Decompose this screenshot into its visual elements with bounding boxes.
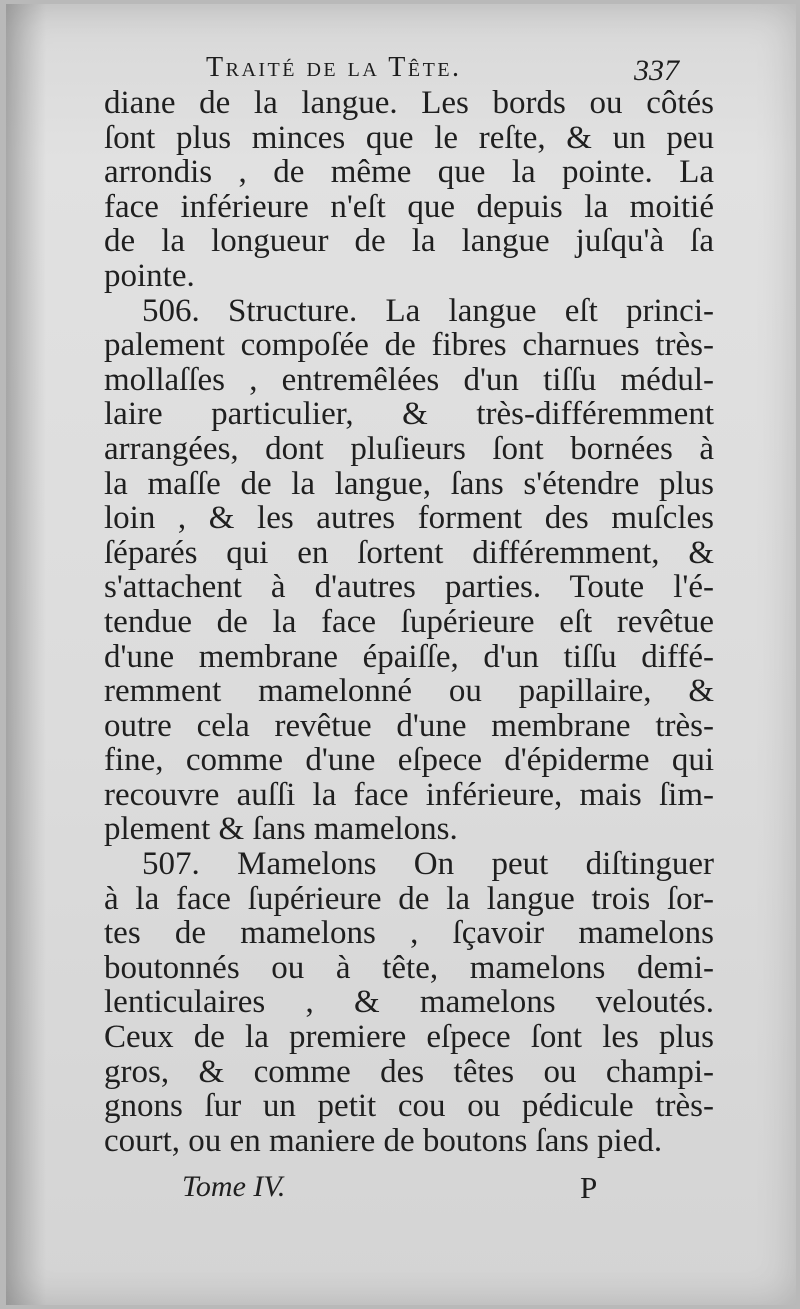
text-line: tes de mamelons , ſçavoir mamelons (104, 915, 714, 952)
text-line: ſont plus minces que le reſte, & un peu (104, 119, 714, 156)
text-line: court, ou en maniere de boutons ſans pied. (104, 1122, 663, 1159)
text-line: face inférieure n'eſt que depuis la moitié (104, 188, 714, 225)
text-line: plement & ſans mamelons. (104, 811, 458, 848)
page-gutter-shadow (6, 4, 46, 1305)
body-text (104, 86, 714, 1158)
section-507-heading-line: 507. Mamelons On peut diſtinguer (142, 846, 714, 883)
text-line: tendue de la face ſupérieure eſt revêtue (104, 603, 714, 640)
text-line: boutonnés ou à tête, mamelons demi- (104, 949, 714, 986)
text-line: arrangées, dont pluſieurs ſont bornées à (104, 430, 714, 467)
text-line: Ceux de la premiere eſpece ſont les plus (104, 1019, 714, 1056)
volume-signature: Tome IV. (182, 1170, 286, 1203)
text-line: recouvre auſſi la face inférieure, mais ſim- (104, 776, 714, 813)
text-line: gros, & comme des têtes ou champi- (104, 1053, 714, 1090)
sheet-mark: P (580, 1170, 598, 1205)
text-line: lenticulaires , & mamelons veloutés. (104, 984, 714, 1021)
text-line: de la longueur de la langue juſqu'à ſa (104, 223, 714, 260)
text-line: diane de la langue. Les bords ou côtés (104, 85, 714, 121)
page-number: 337 (634, 54, 679, 87)
running-title: Traité de la Tête. (206, 52, 462, 83)
text-line: arrondis , de même que la pointe. La (104, 154, 714, 191)
text-line: remment mamelonné ou papillaire, & (104, 673, 714, 710)
text-line: ſéparés qui en ſortent différemment, & (104, 534, 714, 571)
text-line: la maſſe de la langue, ſans s'étendre plus (104, 465, 714, 502)
text-line: à la face ſupérieure de la langue trois ſor- (104, 880, 714, 917)
text-line: laire particulier, & très-différemment (104, 396, 714, 433)
text-line: gnons ſur un petit cou ou pédicule très- (104, 1088, 714, 1125)
text-line: outre cela revêtue d'une membrane très- (104, 707, 714, 744)
text-line: pointe. (104, 257, 195, 294)
text-line: loin , & les autres forment des muſcles (104, 500, 714, 537)
text-line: palement compoſée de fibres charnues très- (104, 327, 714, 364)
book-page (6, 4, 796, 1305)
text-line: fine, comme d'une eſpece d'épiderme qui (104, 742, 714, 779)
text-line: mollaſſes , entremêlées d'un tiſſu médul- (104, 361, 714, 398)
text-line: d'une membrane épaiſſe, d'un tiſſu diffé- (104, 638, 714, 675)
section-506-heading-line: 506. Structure. La langue eſt princi- (142, 292, 714, 329)
text-line: s'attachent à d'autres parties. Toute l'é- (104, 569, 714, 606)
